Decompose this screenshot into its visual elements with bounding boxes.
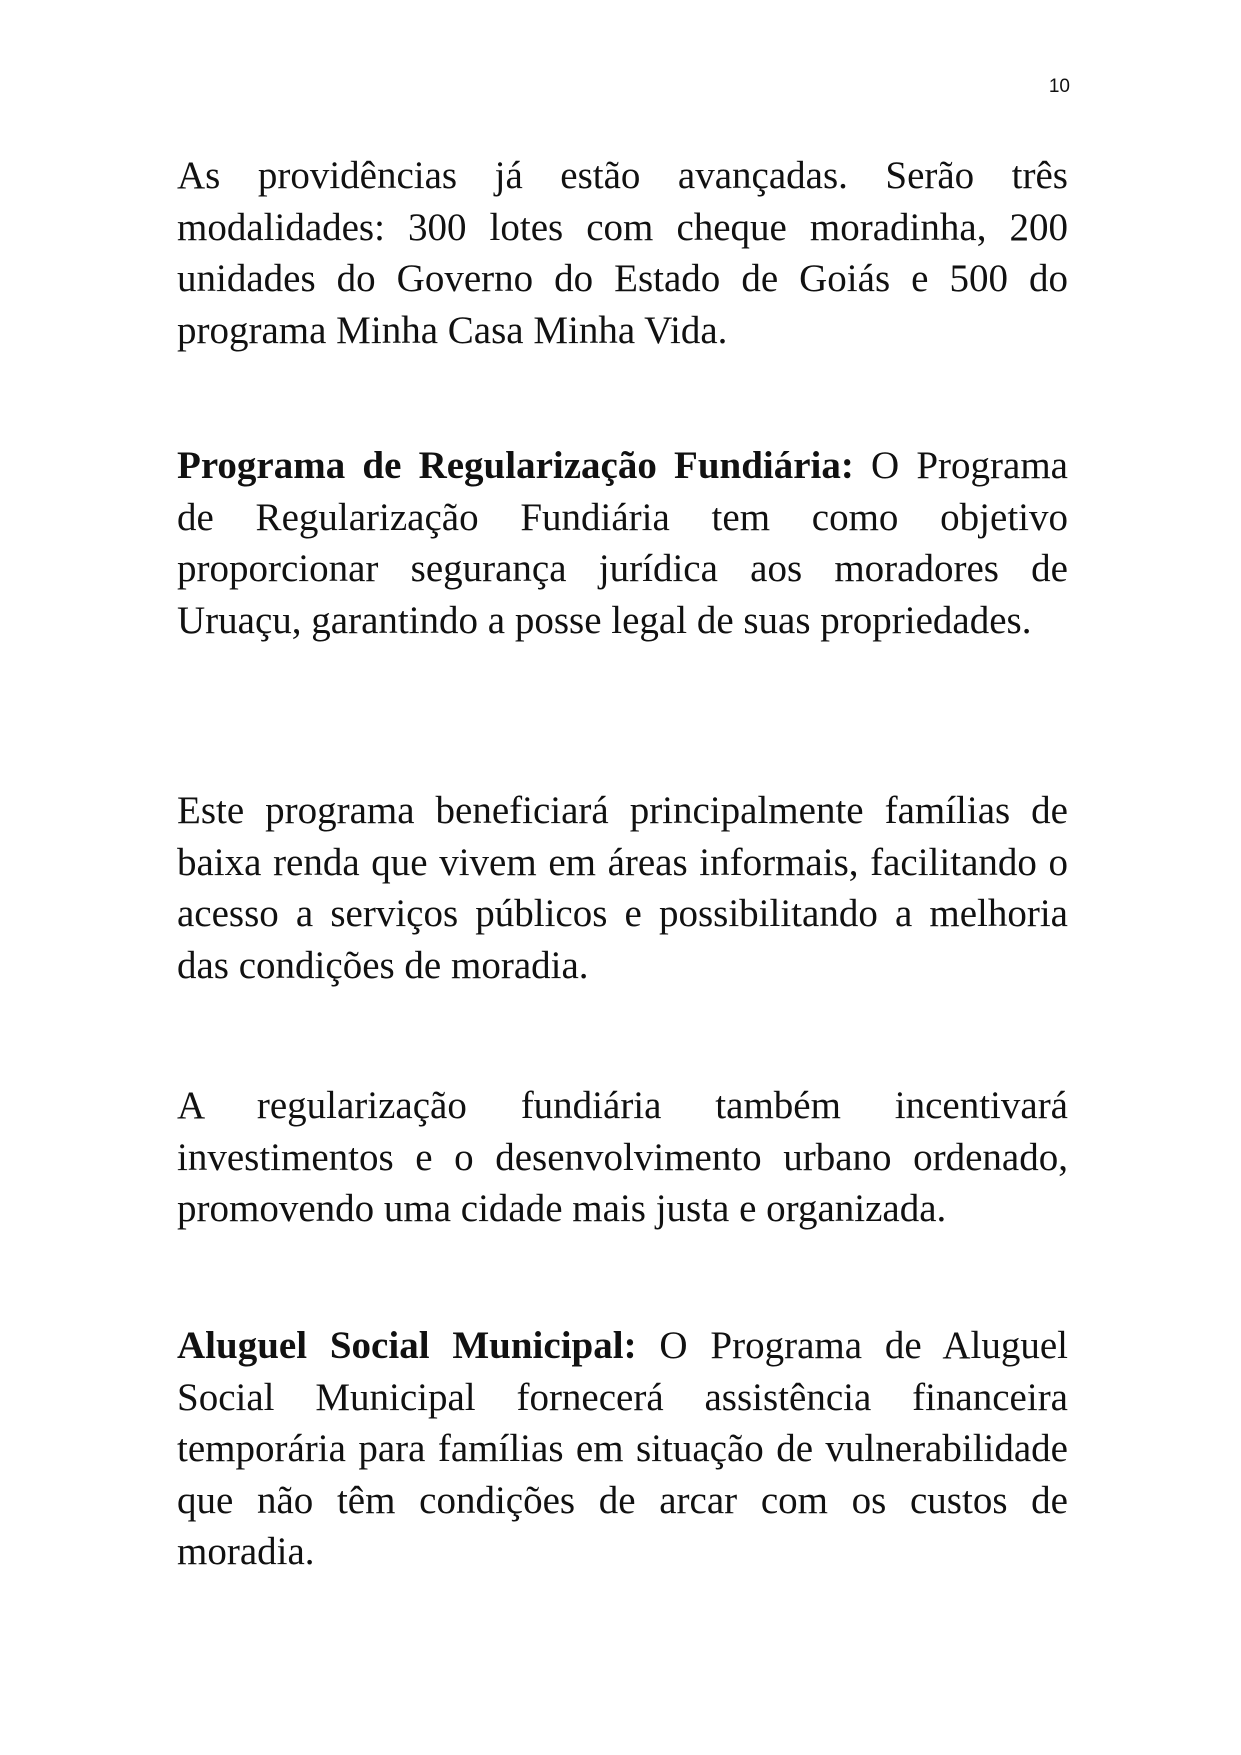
- paragraph-investimentos: [177, 1080, 1068, 1235]
- paragraph-text: A regularização fundiária também incentivará investimentos e o desenvolvimento urbano ordenado, promovendo uma cidade mais justa e organizada.: [177, 1084, 1068, 1230]
- paragraph-text: O Programa de Aluguel Social Municipal fornecerá assistência financeira temporária para famílias em situação de vulnerabilidade que não têm condições de arcar com os custos de moradia.: [177, 1324, 1068, 1573]
- paragraph-text: As providências já estão avançadas. Serão três modalidades: 300 lotes com cheque moradinha, 200 unidades do Governo do Estado de Goiás e 500 do programa Minha Casa Minha Vida.: [177, 154, 1068, 352]
- paragraph-text: Este programa beneficiará principalmente famílias de baixa renda que vivem em áreas informais, facilitando o acesso a serviços públicos e possibilitando a melhoria das condições de moradia.: [177, 789, 1068, 987]
- paragraph-text: O Programa de Regularização Fundiária tem como objetivo proporcionar segurança jurídica aos moradores de Uruaçu, garantindo a posse legal de suas propriedades.: [177, 444, 1068, 642]
- paragraph-aluguel-social: [177, 1320, 1068, 1578]
- paragraph-beneficios: [177, 785, 1068, 991]
- paragraph-providencias: [177, 150, 1068, 356]
- section-heading: Aluguel Social Municipal:: [177, 1324, 637, 1367]
- section-heading: Programa de Regularização Fundiária:: [177, 444, 854, 487]
- page-number: 10: [1048, 76, 1070, 97]
- paragraph-regularizacao-fundiaria: [177, 440, 1068, 646]
